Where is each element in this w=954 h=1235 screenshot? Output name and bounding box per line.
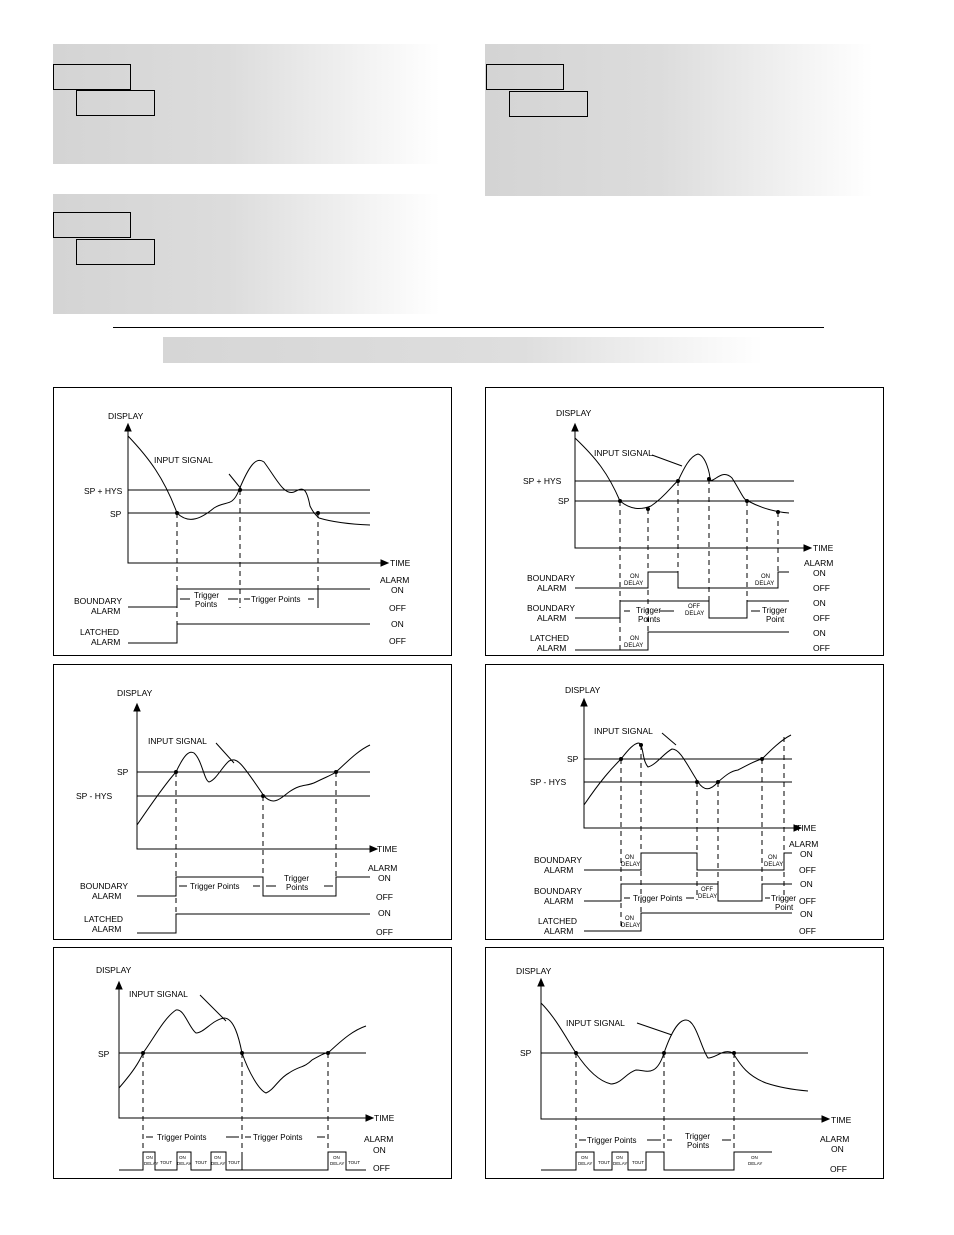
time-label: TIME (796, 823, 817, 833)
sp-label: SP (117, 767, 129, 777)
on-delay-label: DELAY (144, 1161, 159, 1166)
tout-label: TOUT (632, 1160, 645, 1165)
off-delay-label: OFF (688, 604, 700, 610)
on-delay-label: DELAY (578, 1161, 593, 1166)
boundary-alarm-label: BOUNDARY (80, 881, 129, 891)
boundary-alarm-label: ALARM (92, 891, 122, 901)
trigger-points-label: Trigger Points (253, 1133, 303, 1142)
trigger-points-label: Trigger (636, 606, 662, 615)
info-panel-top-left (53, 44, 440, 164)
boundary-alarm-label: BOUNDARY (534, 855, 583, 865)
on-delay-label: ON (630, 574, 639, 580)
on-label: ON (378, 873, 391, 883)
on-delay-label: ON (768, 855, 777, 861)
trigger-points-label: Trigger (685, 1132, 711, 1141)
on-delay-label: DELAY (613, 1161, 628, 1166)
input-signal-label: INPUT SIGNAL (566, 1018, 625, 1028)
on-label: ON (373, 1145, 386, 1155)
display-label: DISPLAY (117, 688, 153, 698)
display-label: DISPLAY (565, 685, 601, 695)
tout-label: TOUT (228, 1160, 241, 1165)
on-delay-label: ON (625, 855, 634, 861)
on-delay-label: DELAY (621, 923, 641, 929)
timing-diagram-low-boundary-delay (485, 664, 884, 940)
on-delay-label: DELAY (211, 1161, 226, 1166)
trigger-points-label: Points (638, 615, 661, 624)
on-label: ON (831, 1144, 844, 1154)
info-panel-top-right (485, 44, 873, 196)
off-label: OFF (799, 896, 816, 906)
input-signal-label: INPUT SIGNAL (154, 455, 213, 465)
latched-alarm-label: ALARM (92, 924, 122, 934)
off-label: OFF (389, 603, 406, 613)
trigger-point-label: Trigger (771, 894, 797, 903)
on-delay-label: DELAY (177, 1161, 192, 1166)
on-delay-label: ON (630, 636, 639, 642)
tout-label: TOUT (598, 1160, 611, 1165)
trigger-points-label: Trigger Points (251, 595, 301, 604)
off-label: OFF (376, 892, 393, 902)
time-label: TIME (377, 844, 398, 854)
timing-diagram-high-boundary-delay (485, 387, 884, 656)
input-signal-label: INPUT SIGNAL (129, 989, 188, 999)
on-delay-label: ON (625, 916, 634, 922)
timing-diagram-low-acting-timeout (485, 947, 884, 1179)
timing-diagram-high-acting-timeout (53, 947, 452, 1179)
boundary-alarm-label: ALARM (537, 613, 567, 623)
off-label: OFF (376, 927, 393, 937)
section-divider (113, 327, 824, 328)
display-label: DISPLAY (556, 408, 592, 418)
tout-label: TOUT (348, 1160, 361, 1165)
sp-label: SP (110, 509, 122, 519)
header-box (53, 64, 131, 90)
sp-plus-hys-label: SP + HYS (84, 486, 123, 496)
on-label: ON (391, 585, 404, 595)
info-panel-middle-left (53, 194, 440, 314)
tout-label: TOUT (160, 1160, 173, 1165)
timing-diagram-high-boundary-latched (53, 387, 452, 656)
boundary-alarm-label: BOUNDARY (534, 886, 583, 896)
time-label: TIME (831, 1115, 852, 1125)
timing-diagram-low-boundary-latched (53, 664, 452, 940)
boundary-alarm-label: ALARM (91, 606, 121, 616)
input-signal-label: INPUT SIGNAL (148, 736, 207, 746)
on-delay-label: ON (761, 574, 770, 580)
sp-label: SP (98, 1049, 110, 1059)
sp-minus-hys-label: SP - HYS (76, 791, 113, 801)
time-label: TIME (374, 1113, 395, 1123)
on-delay-label: DELAY (764, 862, 784, 868)
off-delay-label: DELAY (685, 611, 705, 617)
header-box (486, 64, 564, 90)
on-label: ON (391, 619, 404, 629)
trigger-points-label: Trigger (284, 874, 310, 883)
off-label: OFF (389, 636, 406, 646)
on-delay-label: DELAY (748, 1161, 763, 1166)
on-label: ON (800, 879, 813, 889)
boundary-alarm-label: ALARM (537, 583, 567, 593)
on-label: ON (378, 908, 391, 918)
alarm-label: ALARM (804, 558, 834, 568)
trigger-points-label: Points (687, 1141, 710, 1150)
trigger-points-label: Points (195, 600, 218, 609)
input-signal-label: INPUT SIGNAL (594, 448, 653, 458)
sub-header-box (509, 91, 588, 117)
off-label: OFF (813, 583, 830, 593)
on-label: ON (813, 568, 826, 578)
display-label: DISPLAY (108, 411, 144, 421)
trigger-points-label: Points (286, 883, 309, 892)
boundary-alarm-label: ALARM (544, 865, 574, 875)
off-label: OFF (830, 1164, 847, 1174)
alarm-label: ALARM (368, 863, 398, 873)
latched-alarm-label: ALARM (537, 643, 567, 653)
latched-alarm-label: LATCHED (530, 633, 570, 643)
on-delay-label: ON (616, 1155, 623, 1160)
sp-label: SP (567, 754, 579, 764)
latched-alarm-label: ALARM (544, 926, 574, 936)
off-delay-label: DELAY (698, 894, 718, 900)
on-delay-label: DELAY (624, 643, 644, 649)
off-label: OFF (813, 643, 830, 653)
on-delay-label: ON (333, 1155, 340, 1160)
on-delay-label: DELAY (621, 862, 641, 868)
sp-plus-hys-label: SP + HYS (523, 476, 562, 486)
on-label: ON (813, 628, 826, 638)
sub-header-box (76, 239, 155, 265)
trigger-point-label: Point (775, 903, 794, 912)
latched-alarm-label: LATCHED (538, 916, 578, 926)
off-label: OFF (813, 613, 830, 623)
time-label: TIME (390, 558, 411, 568)
trigger-points-label: Trigger Points (190, 882, 240, 891)
display-label: DISPLAY (516, 966, 552, 976)
boundary-alarm-label: BOUNDARY (527, 603, 576, 613)
boundary-alarm-label: BOUNDARY (74, 596, 123, 606)
on-label: ON (800, 849, 813, 859)
trigger-points-label: Trigger Points (157, 1133, 207, 1142)
alarm-label: ALARM (364, 1134, 394, 1144)
off-label: OFF (373, 1163, 390, 1173)
on-delay-label: ON (581, 1155, 588, 1160)
alarm-label: ALARM (789, 839, 819, 849)
on-delay-label: ON (751, 1155, 758, 1160)
latched-alarm-label: LATCHED (84, 914, 124, 924)
off-label: OFF (799, 865, 816, 875)
on-delay-label: DELAY (330, 1161, 345, 1166)
off-delay-label: OFF (701, 887, 713, 893)
on-delay-label: DELAY (624, 581, 644, 587)
section-banner (163, 337, 763, 363)
boundary-alarm-label: ALARM (544, 896, 574, 906)
sp-label: SP (520, 1048, 532, 1058)
trigger-points-label: Trigger (194, 591, 220, 600)
on-delay-label: ON (146, 1155, 153, 1160)
alarm-label: ALARM (820, 1134, 850, 1144)
trigger-point-label: Trigger (762, 606, 788, 615)
alarm-label: ALARM (380, 575, 410, 585)
latched-alarm-label: LATCHED (80, 627, 120, 637)
sp-label: SP (558, 496, 570, 506)
tout-label: TOUT (195, 1160, 208, 1165)
time-label: TIME (813, 543, 834, 553)
display-label: DISPLAY (96, 965, 132, 975)
boundary-alarm-label: BOUNDARY (527, 573, 576, 583)
trigger-points-label: Trigger Points (587, 1136, 637, 1145)
sp-minus-hys-label: SP - HYS (530, 777, 567, 787)
on-label: ON (800, 909, 813, 919)
off-label: OFF (799, 926, 816, 936)
sub-header-box (76, 90, 155, 116)
latched-alarm-label: ALARM (91, 637, 121, 647)
on-delay-label: DELAY (755, 581, 775, 587)
input-signal-label: INPUT SIGNAL (594, 726, 653, 736)
trigger-point-label: Point (766, 615, 785, 624)
on-label: ON (813, 598, 826, 608)
on-delay-label: ON (179, 1155, 186, 1160)
trigger-points-label: Trigger Points (633, 894, 683, 903)
header-box (53, 212, 131, 238)
on-delay-label: ON (214, 1155, 221, 1160)
